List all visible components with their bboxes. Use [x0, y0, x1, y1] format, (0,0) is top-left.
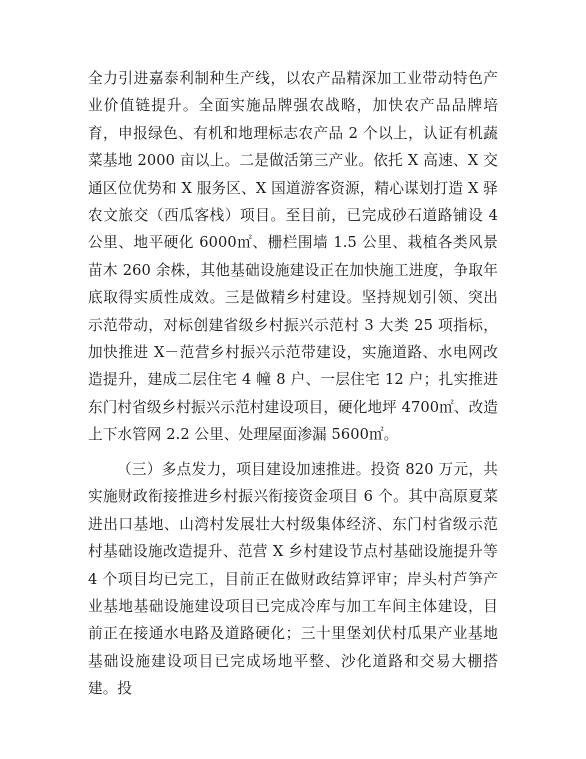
body-paragraph-2: （三）多点发力，项目建设加速推进。投资 820 万元，共实施财政衔接推进乡村振兴衔接资金项目 6 个。其中高原夏菜进出口基地、山湾村发展壮大村级集体经济、东门村省级示范村基础设施改造提升、范营 X 乡村建设节点村基础设施提升等 4 个项目均已完工，目前正在做财政结算评审；岸头村芦笋产业基地基础设施建设项目已完成冷库与加工车间主体建设，目前正在接通水电路及道路硬化；三十里堡刘伏村瓜果产业基地基础设施建设项目已完成场地平整、沙化道路和交易大棚搭建。投 [88, 461, 498, 698]
body-paragraph-1: 全力引进嘉泰利制种生产线，以农产品精深加工业带动特色产业价值链提升。全面实施品牌强农战略，加快农产品品牌培育，申报绿色、有机和地理标志农产品 2 个以上，认证有机蔬菜基地 2000 亩以上。二是做活第三产业。依托 X 高速、X 交通区位优势和 X 服务区、X 国道游客资源，精心谋划打造 X 驿农文旅交（西瓜客栈）项目。至目前，已完成砂石道路铺设 4 公里、地平硬化 6000㎡、栅栏围墙 1.5 公里、栽植各类风景苗木 260 余株，其他基础设施建设正在加快施工进度，争取年底取得实质性成效。三是做精乡村建设。坚持规划引领、突出示范带动，对标创建省级乡村振兴示范村 3 大类 25 项指标，加快推进 X－范营乡村振兴示范带建设，实施道路、水电网改造提升，建成二层住宅 4 幢 8 户、一层住宅 12 户；扎实推进东门村省级乡村振兴示范村建设项目，硬化地坪 4700㎡、改造上下水管网 2.2 公里、处理屋面渗漏 5600㎡。 [88, 70, 498, 444]
